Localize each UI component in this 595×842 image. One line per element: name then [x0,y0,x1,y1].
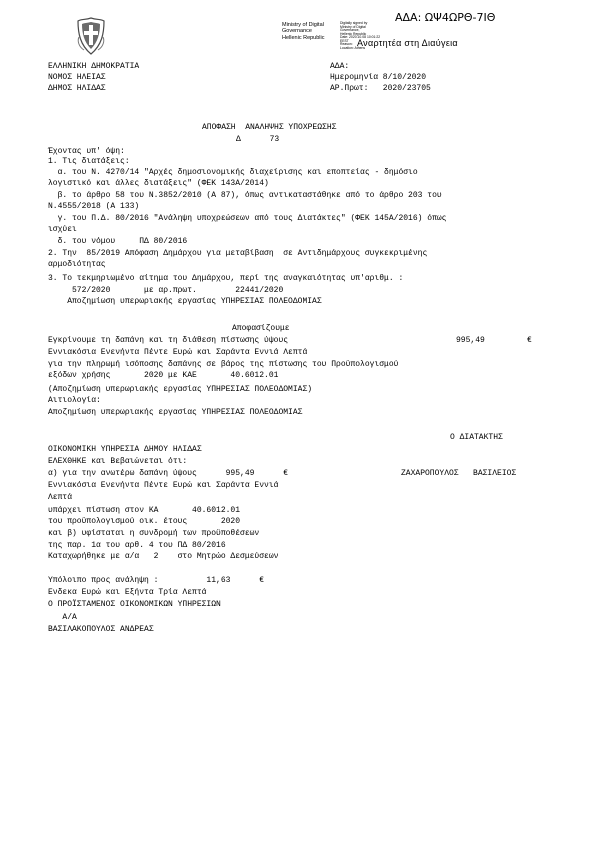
considering-line: 1. Τις διατάξεις: [48,157,130,166]
signature-detail: Reason: [340,42,353,46]
we-decide-heading: Αποφασίζουμε [232,324,290,333]
considering-line: αρμοδιότητας [48,260,106,269]
header-left-1: ΕΛΛΗΝΙΚΗ ΔΗΜΟΚΡΑΤΙΑ [48,62,140,71]
remaining-line: Α/Α [48,613,77,622]
remaining-line: Ο ΠΡΟΪΣΤΑΜΕΝΟΣ ΟΙΚΟΝΟΜΙΚΩΝ ΥΠΗΡΕΣΙΩΝ [48,600,221,609]
ministry-line-3: Hellenic Republic [282,34,325,41]
considering-line: α. του Ν. 4270/14 "Αρχές δημοσιονομικής διαχείρισης και εποπτείας - δημόσιο [48,168,418,177]
diataktis-label: Ο ΔΙΑΤΑΚΤΗΣ [450,433,503,442]
approve-amount: 995,49 [456,336,485,345]
considering-line: δ. του νόμου ΠΔ 80/2016 [48,237,188,246]
finance-line: Λεπτά [48,493,73,502]
ada-header: ΑΔΑ: ΩΨ4ΩΡΘ-7ΙΘ [395,11,496,24]
remaining-line: ΒΑΣΙΛΑΚΟΠΟΥΛΟΣ ΑΝΔΡΕΑΣ [48,625,154,634]
header-right-1: ΑΔΑ: [330,62,350,71]
finance-amount-line: α) για την ανωτέρω δαπάνη ύψους 995,49 € [48,469,289,478]
finance-line: Εννιακόσια Ενενήντα Πέντε Ευρώ και Σαράντα Εννιά [48,481,279,490]
considering-line: β. το άρθρο 58 του Ν.3852/2010 (Α 87), όπως αντικαταστάθηκε από το άρθρο 203 του [48,191,442,200]
header-right-3: ΑΡ.Πρωτ: 2020/23705 [330,84,431,93]
header-left-2: ΝΟΜΟΣ ΗΛΕΙΑΣ [48,73,106,82]
approve-line: εξόδων χρήσης 2020 με ΚΑΕ 40.6012.01 [48,371,279,380]
ministry-line-1: Ministry of Digital [282,22,324,28]
approve-line: Αποζημίωση υπερωριακής εργασίας ΥΠΗΡΕΣΙΑΣ ΠΟΛΕΟΔΟΜΙΑΣ [48,408,303,417]
approve-line: Αιτιολογία: [48,396,101,405]
approve-line: για την πληρωμή ισόποσης δαπάνης σε βάρος της πίστωσης του Προϋπολογισμού [48,360,399,369]
signature-detail: Digitally signed by [340,21,368,25]
posted-notice: Αναρτητέα στη Διαύγεια [357,38,458,48]
considering-line: Ν.4555/2018 (Α 133) [48,202,140,211]
considering-line: 3. Το τεκμηριωμένο αίτημα του Δημάρχου, περί της αναγκαιότητας υπ'αριθμ. : [48,274,404,283]
remaining-line: Ενδεκα Ευρώ και Εξήντα Τρία Λεπτά [48,588,207,597]
finance-line: ΟΙΚΟΝΟΜΙΚΗ ΥΠΗΡΕΣΙΑ ΔΗΜΟΥ ΗΛΙΔΑΣ [48,445,202,454]
approve-currency: € [527,336,532,345]
signature-detail: Ministry of Digital [340,24,366,29]
greek-emblem-icon [75,17,107,55]
considering-intro: Έχοντας υπ' όψη: [48,147,125,156]
signature-detail: Date: 2020.10.08 10:01:22 [340,35,381,39]
signature-detail: EEST [340,38,349,43]
considering-line: Αποζημίωση υπερωριακής εργασίας ΥΠΗΡΕΣΙΑΣ ΠΟΛΕΟΔΟΜΙΑΣ [48,297,322,306]
decision-title: ΑΠΟΦΑΣΗ ΑΝΑΛΗΨΗΣ ΥΠΟΧΡΕΩΣΗΣ [202,123,337,132]
considering-line: 2. Την 85/2019 Απόφαση Δημάρχου για μεταβίβαση σε Αντιδημάρχους συγκεκριμένης [48,249,428,258]
ministry-signature-block [282,22,325,41]
approve-text: Εγκρίνουμε τη δαπάνη και τη διάθεση πίστωσης ύψους [48,336,289,345]
signature-detail: Location: Athens [340,45,366,50]
considering-line: 572/2020 με αρ.πρωτ. 22441/2020 [48,286,284,295]
signature-detail: Governance, [340,28,360,32]
signature-detail: Hellenic Republic [340,31,367,36]
diataktis-signer-name: ΖΑΧΑΡΟΠΟΥΛΟΣ ΒΑΣΙΛΕΙΟΣ [401,469,517,478]
considering-line: λογιστικό και άλλες διατάξεις" (ΦΕΚ 143Α/2014) [48,179,269,188]
remaining-line: Υπόλοιπο προς ανάληψη : 11,63 € [48,576,265,585]
finance-line: και β) υφίσταται η συνδρομή των προϋποθέσεων [48,529,260,538]
header-right-2: Ημερομηνία 8/10/2020 [330,73,427,82]
header-left-3: ΔΗΜΟΣ ΗΛΙΔΑΣ [48,84,106,93]
finance-line: του προϋπολογισμού οικ. έτους 2020 [48,517,241,526]
finance-line: ΕΛΕΧΘΗΚΕ και Βεβαιώνεται ότι: [48,457,188,466]
decision-number: Δ 73 [236,135,280,144]
approve-line: Εννιακόσια Ενενήντα Πέντε Ευρώ και Σαράντα Εννιά Λεπτά [48,348,308,357]
finance-line: υπάρχει πίστωση στον ΚΑ 40.6012.01 [48,506,241,515]
considering-line: ισχύει [48,225,77,234]
finance-line: Καταχωρήθηκε με α/α 2 στο Μητρώο Δεσμεύσεων [48,552,279,561]
ministry-line-2: Governance [282,28,312,35]
approve-line: (Αποζημίωση υπερωριακής εργασίας ΥΠΗΡΕΣΙΑΣ ΠΟΛΕΟΔΟΜΙΑΣ) [48,385,313,394]
considering-line: γ. του Π.Δ. 80/2016 "Ανάληψη υποχρεώσεων από τους Διατάκτες" (ΦΕΚ 145Α/2016) όπως [48,214,447,223]
finance-line: της παρ. 1α του αρθ. 4 του ΠΔ 80/2016 [48,541,226,550]
